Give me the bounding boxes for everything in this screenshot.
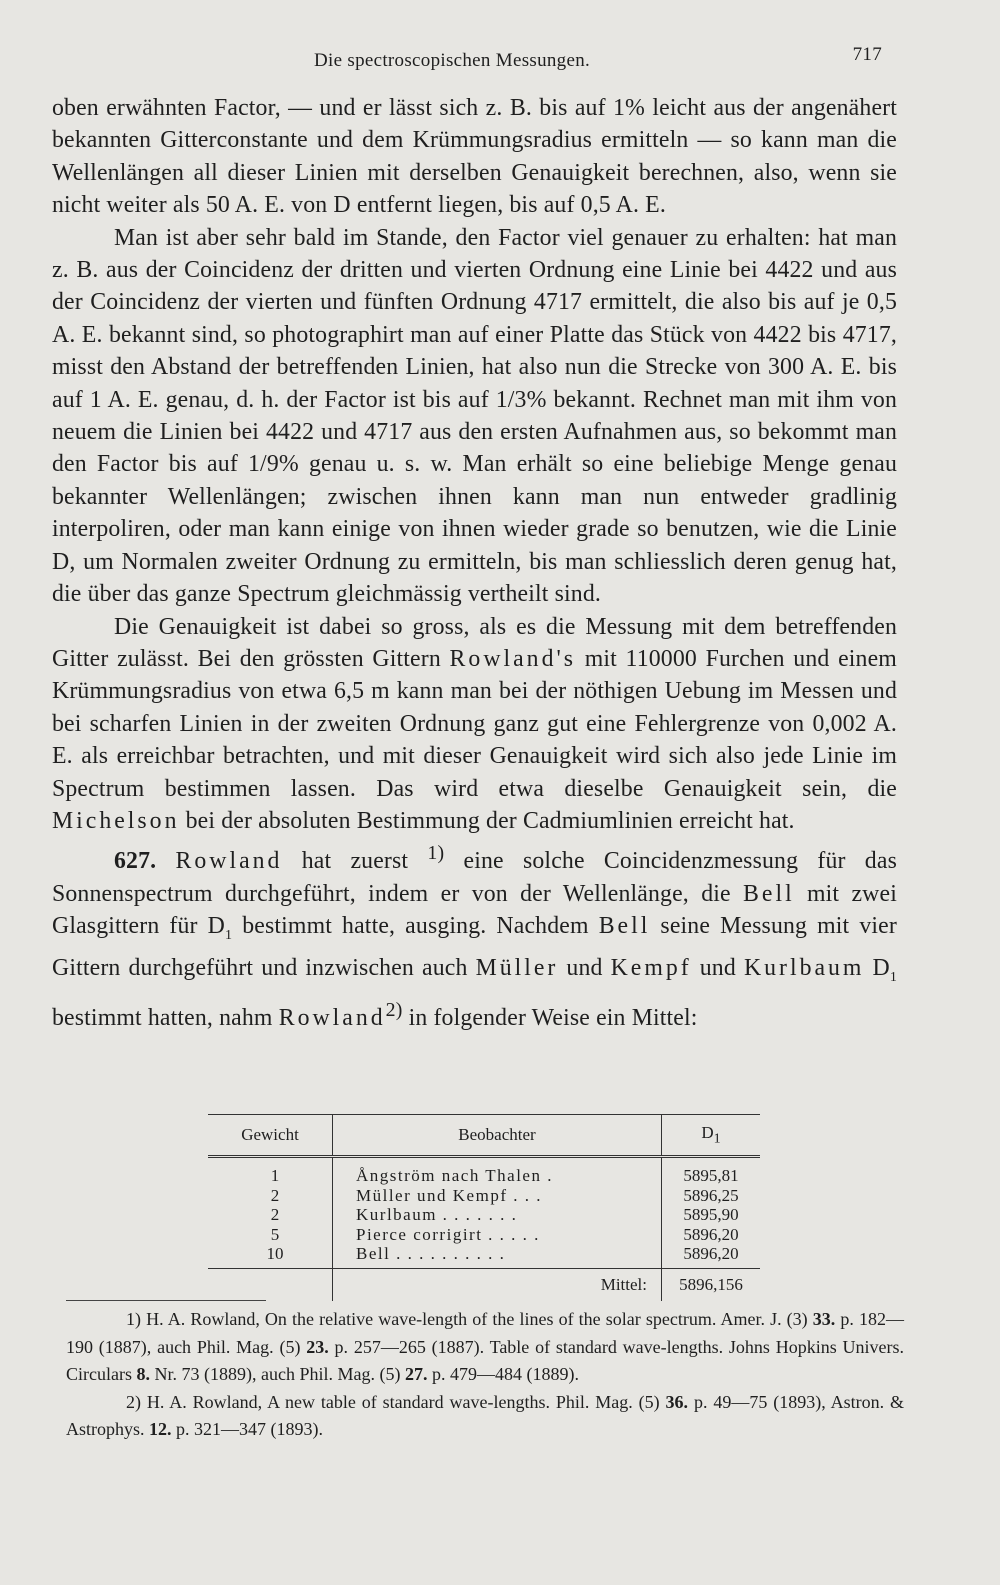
paragraph-4-text-f: D <box>872 955 890 982</box>
table-cell-value: 5895,90 <box>683 1205 739 1224</box>
header-d1-label: D <box>701 1122 714 1142</box>
footnote-1-text-a: 1) H. A. Rowland, On the relative wave-length of the lines of the solar spectrum. Amer. J. (3) <box>126 1309 808 1329</box>
name-muller: Müller <box>475 955 559 982</box>
table-cell-value: 5896,20 <box>683 1244 739 1263</box>
footnote-divider <box>66 1300 266 1301</box>
paragraph-1: oben erwähnten Factor, — und er lässt sich z. B. bis auf 1% leicht aus der angenähert bekannten Gitterconstante und dem Krümmungsradius ermitteln — so kann man die Wellenlängen all dieser Linien mit derselben Genauigkeit berechnen, also, wenn sie nicht weiter als 50 A. E. von D entfernt liegen, bis auf 0,5 A. E. <box>52 95 897 219</box>
paragraph-4-und-2: und <box>699 955 736 982</box>
table-cell-value: 5896,20 <box>683 1224 739 1244</box>
footnote-2 <box>66 1389 904 1444</box>
name-rowland-2: Rowland <box>278 1005 386 1032</box>
weights-column <box>208 1157 333 1269</box>
paragraph-4-und: und <box>566 955 603 982</box>
table-body-row <box>208 1157 760 1269</box>
footnote-1-vol-4: 27. <box>404 1364 428 1384</box>
table-cell-value: 5896,25 <box>683 1185 739 1205</box>
table-cell-weight: 10 <box>266 1244 284 1263</box>
name-bell-1: Bell <box>743 880 795 907</box>
observations-table <box>208 1114 760 1301</box>
subscript-2: 1 <box>889 969 897 985</box>
paragraph-4-text-a: hat zuerst <box>301 848 409 875</box>
paragraph-3-text-b: mit 110000 Furchen und einem Krümmungsradius von etwa 6,5 m kann man bei der nöthigen Uebung im Messen und bei scharfen Linien in der zweiten Ordnung ganz gut eine Fehlergrenze von 0,002 A. E. als erreichbar betrachten, und mit dieser Genauigkeit wird sich also jede Linie im Spectrum bestimmen lassen. Das wird etwa dieselbe Genauigkeit sein, die <box>52 645 897 802</box>
footnote-1-vol-1: 33. <box>812 1309 836 1329</box>
table-mean-row <box>208 1268 760 1301</box>
footnote-1-vol-3: 8. <box>136 1364 150 1384</box>
footnote-1-text-e: Nr. 73 (1889), auch Phil. Mag. (5) <box>154 1364 401 1384</box>
footnote-2-text-d: p. 321—347 (1893). <box>176 1419 324 1439</box>
values-column <box>662 1157 761 1269</box>
name-rowland: Rowland's <box>449 645 577 672</box>
table-cell-weight: 5 <box>270 1224 280 1244</box>
table-cell-weight: 1 <box>270 1166 280 1185</box>
footnote-1-text-f: p. 479—484 (1889). <box>431 1364 579 1384</box>
footnote-ref-2[interactable]: 2) <box>385 999 403 1022</box>
header-weight: Gewicht <box>208 1115 333 1157</box>
page-number: 717 <box>852 44 882 65</box>
header-d1 <box>662 1115 761 1157</box>
footnote-1-text-d: p. 257—265 (1887). Table of standard wave-lengths. Johns Hopkins Univers. Circulars <box>66 1336 905 1384</box>
table-header-row <box>208 1115 760 1157</box>
paragraph-4-text-c: mit zwei Glasgittern für D <box>52 880 897 940</box>
paragraph-3-text-a: Die Genauigkeit ist dabei so gross, als es die Messung mit dem betreffenden Gitter zulässt. Bei den grössten Gittern <box>52 613 897 672</box>
name-michelson: Michelson <box>52 807 180 834</box>
table-cell-observer: Kurlbaum . . . . . . . <box>356 1205 518 1224</box>
observers-column <box>333 1157 662 1269</box>
subscript-1: 1 <box>225 927 233 943</box>
table-cell-weight: 2 <box>270 1185 280 1205</box>
footnote-ref-1[interactable]: 1) <box>427 842 445 865</box>
footnote-2-vol-2: 12. <box>149 1419 172 1439</box>
paragraph-4-text-d: bestimmt hatte, ausging. Nachdem <box>242 913 589 940</box>
name-rowland-1: Rowland <box>175 848 283 875</box>
footnote-2-text-a: 2) H. A. Rowland, A new table of standard wave-lengths. Phil. Mag. (5) <box>126 1391 660 1412</box>
header-observer: Beobachter <box>333 1115 662 1157</box>
header-d1-sub: 1 <box>713 1131 721 1147</box>
body-text <box>52 92 897 1035</box>
page-header <box>52 44 892 74</box>
footnote-1-vol-2: 23. <box>306 1336 329 1357</box>
footnotes <box>66 1306 904 1444</box>
paragraph-4-text-h: in folgender Weise ein Mittel: <box>408 1005 698 1032</box>
mean-value: 5896,156 <box>662 1268 761 1301</box>
footnote-1-text-c: p. 182—190 (1887), auch Phil. Mag. (5) <box>66 1309 904 1357</box>
name-bell-2: Bell <box>598 913 651 940</box>
paragraph-3 <box>52 611 897 838</box>
table-cell-value: 5895,81 <box>683 1166 739 1185</box>
table-cell-weight: 2 <box>270 1205 280 1224</box>
name-kempf: Kempf <box>610 955 692 982</box>
paragraph-4-text-b: eine solche Coincidenzmessung für das Sonnenspectrum durchgeführt, indem er von der Wellenlänge, die <box>52 848 897 907</box>
paragraph-3-text-c: bei der absoluten Bestimmung der Cadmiumlinien erreicht hat. <box>185 807 795 834</box>
name-kurlbaum: Kurlbaum <box>743 955 865 982</box>
footnote-2-text-c: p. 49—75 (1893), Astron. & Astrophys. <box>66 1391 905 1439</box>
footnote-1 <box>66 1306 904 1389</box>
paragraph-4-text-e: seine Messung mit vier Gittern durchgeführt und inzwischen auch <box>52 913 897 982</box>
paragraph-4-text-g: bestimmt hatten, nahm <box>52 1005 273 1032</box>
running-title: Die spectroscopischen Messungen. <box>314 50 591 71</box>
table-cell-observer: Müller und Kempf . . . <box>356 1185 542 1205</box>
paragraph-4 <box>52 837 897 1034</box>
paragraph-2: Man ist aber sehr bald im Stande, den Factor viel genauer zu erhalten: hat man z. B. aus der Coincidenz der dritten und vierten Ordnung eine Linie bei 4422 und aus der Coincidenz der vierten und fünften Ordnung 4717 ermittelt, die also bis auf je 0,5 A. E. bekannt sind, so photographirt man auf einer Platte das Stück von 4422 bis 4717, misst den Abstand der betreffenden Linien, hat also nun die Strecke von 300 A. E. bis auf 1 A. E. genau, d. h. der Factor ist bis auf 1/3% bekannt. Rechnet man mit ihm von neuem die Linien bei 4422 und 4717 aus den ersten Aufnahmen aus, so bekommt man den Factor bis auf 1/9% genau u. s. w. Man erhält so eine beliebige Menge genau bekannter Wellenlängen; zwischen ihnen kann man nun entweder gradlinig interpoliren, oder man kann einige von ihnen wieder grade so benutzen, wie die Linie D, um Normalen zweiter Ordnung zu ermitteln, bis man schliesslich deren genug hat, die über das ganze Spectrum gleichmässig vertheilt sind. <box>52 224 897 608</box>
mean-label: Mittel: <box>333 1268 662 1301</box>
footnote-2-vol-1: 36. <box>665 1391 689 1412</box>
table-cell-observer: Ångström nach Thalen . <box>356 1166 553 1185</box>
table-cell-observer: Bell . . . . . . . . . . <box>356 1244 506 1263</box>
table-cell-observer: Pierce corrigirt . . . . . <box>356 1224 540 1244</box>
section-number: 627. <box>114 848 157 875</box>
